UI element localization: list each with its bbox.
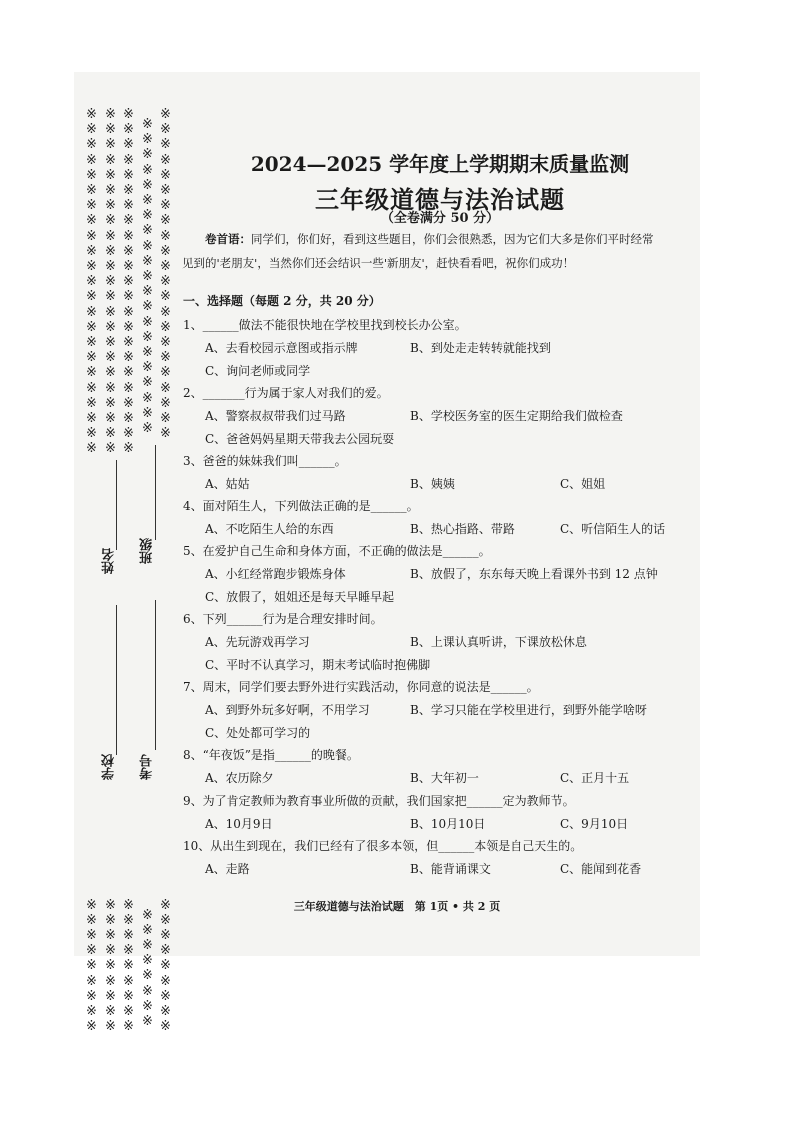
mark-column-5: ※ ※ ※ ※ ※ ※ ※ ※ ※ ※ ※ ※ ※ ※ ※ ※ ※ ※ ※ ※ ※ ※ ※ ※ ※ ※ ※ ※ ※ ※ ※ bbox=[160, 107, 171, 1035]
q9-option-c: C、9月10日 bbox=[560, 817, 629, 831]
q7-option-c: C、处处都可学习的 bbox=[205, 726, 311, 740]
mark-column-2: ※ ※ ※ ※ ※ ※ ※ ※ ※ ※ ※ ※ ※ ※ ※ ※ ※ ※ ※ ※ ※ ※ ※ ※ ※ ※ ※ ※ ※ ※ ※ ※ bbox=[105, 107, 116, 1035]
question-2: 2、_______行为属于家人对我们的爱。 bbox=[183, 386, 389, 400]
q7-option-a: A、到野外玩多好啊，不用学习 bbox=[205, 703, 370, 717]
class-label: 班级 bbox=[140, 538, 155, 564]
q4-option-a: A、不吃陌生人给的东西 bbox=[205, 522, 334, 536]
question-4: 4、面对陌生人，下列做法正确的是______。 bbox=[183, 499, 419, 513]
q10-option-c: C、能闻到花香 bbox=[560, 862, 642, 876]
exam-title-line1: 2024—2025 学年度上学期期末质量监测 bbox=[250, 152, 630, 176]
q1-option-a: A、去看校园示意图或指示牌 bbox=[205, 341, 358, 355]
school-label: 学校 bbox=[102, 754, 117, 780]
q10-option-b: B、能背诵课文 bbox=[410, 862, 491, 876]
mark-column-3: ※ ※ ※ ※ ※ ※ ※ ※ ※ ※ ※ ※ ※ ※ ※ ※ ※ ※ ※ ※ ※ ※ ※ ※ ※ ※ ※ ※ ※ ※ ※ ※ bbox=[123, 107, 134, 1035]
exam-number-line bbox=[155, 600, 156, 750]
name-label: 姓名 bbox=[102, 548, 117, 574]
mark-column-4: ※ ※ ※ ※ ※ ※ ※ ※ ※ ※ ※ ※ ※ ※ ※ ※ ※ ※ ※ ※ ※ ※ ※ ※ ※ ※ ※ ※ ※ bbox=[142, 117, 153, 1029]
school-line bbox=[116, 605, 117, 755]
q4-option-b: B、热心指路、带路 bbox=[410, 522, 515, 536]
q1-option-c: C、询问老师或同学 bbox=[205, 364, 311, 378]
question-8: 8、“年夜饭”是指______的晚餐。 bbox=[183, 748, 359, 762]
q1-option-b: B、到处走走转转就能找到 bbox=[410, 341, 551, 355]
preface-text: 同学们，你们好，看到这些题目，你们会很熟悉，因为它们大多是你们平时经常见到的'老朋友'，当然你们还会结识一些'新朋友'，赶快看看吧，祝你们成功！ bbox=[182, 232, 654, 270]
question-6: 6、下列______行为是合理安排时间。 bbox=[183, 612, 383, 626]
question-9: 9、为了肯定教师为教育事业所做的贡献，我们国家把______定为教师节。 bbox=[183, 794, 575, 808]
question-3: 3、爸爸的妹妹我们叫______。 bbox=[183, 454, 347, 468]
q2-option-a: A、警察叔叔带我们过马路 bbox=[205, 409, 346, 423]
exam-subtitle: （全卷满分 50 分） bbox=[380, 211, 500, 226]
q7-option-b: B、学习只能在学校里进行，到野外能学啥呀 bbox=[410, 703, 647, 717]
q10-option-a: A、走路 bbox=[205, 862, 250, 876]
name-line bbox=[116, 460, 117, 550]
q8-option-a: A、农历除夕 bbox=[205, 771, 274, 785]
q4-option-c: C、听信陌生人的话 bbox=[560, 522, 666, 536]
q6-option-b: B、上课认真听讲，下课放松休息 bbox=[410, 635, 587, 649]
q3-option-b: B、姨姨 bbox=[410, 477, 455, 491]
section-title: 一、选择题（每题 2 分，共 20 分） bbox=[183, 294, 381, 308]
q5-option-b: B、放假了，东东每天晚上看课外书到 12 点钟 bbox=[410, 567, 658, 581]
q2-option-b: B、学校医务室的医生定期给我们做检查 bbox=[410, 409, 623, 423]
mark-column-1: ※ ※ ※ ※ ※ ※ ※ ※ ※ ※ ※ ※ ※ ※ ※ ※ ※ ※ ※ ※ ※ ※ ※ ※ ※ ※ ※ ※ ※ ※ ※ ※ bbox=[86, 107, 97, 1035]
exam-number-label: 考号 bbox=[140, 754, 155, 780]
question-7: 7、周末，同学们要去野外进行实践活动，你同意的说法是______。 bbox=[183, 680, 539, 694]
question-10: 10、从出生到现在，我们已经有了很多本领，但______本领是自己天生的。 bbox=[183, 839, 583, 853]
q5-option-a: A、小红经常跑步锻炼身体 bbox=[205, 567, 346, 581]
q6-option-a: A、先玩游戏再学习 bbox=[205, 635, 310, 649]
question-5: 5、在爱护自己生命和身体方面，不正确的做法是______。 bbox=[183, 544, 491, 558]
q6-option-c: C、平时不认真学习，期末考试临时抱佛脚 bbox=[205, 658, 431, 672]
q9-option-a: A、10月9日 bbox=[205, 817, 273, 831]
preface bbox=[182, 227, 662, 275]
q8-option-c: C、正月十五 bbox=[560, 771, 630, 785]
q9-option-b: B、10月10日 bbox=[410, 817, 486, 831]
q3-option-a: A、姑姑 bbox=[205, 477, 250, 491]
preface-label: 卷首语： bbox=[205, 232, 251, 246]
question-1: 1、______做法不能很快地在学校里找到校长办公室。 bbox=[183, 318, 467, 332]
exam-title-line2: 三年级道德与法治试题 bbox=[315, 185, 565, 214]
class-line bbox=[155, 445, 156, 540]
q5-option-c: C、放假了，姐姐还是每天早睡早起 bbox=[205, 590, 395, 604]
page-footer: 三年级道德与法治试题 第 1页 • 共 2 页 bbox=[293, 900, 501, 913]
q8-option-b: B、大年初一 bbox=[410, 771, 479, 785]
q2-option-c: C、爸爸妈妈星期天带我去公园玩耍 bbox=[205, 432, 395, 446]
q3-option-c: C、姐姐 bbox=[560, 477, 606, 491]
